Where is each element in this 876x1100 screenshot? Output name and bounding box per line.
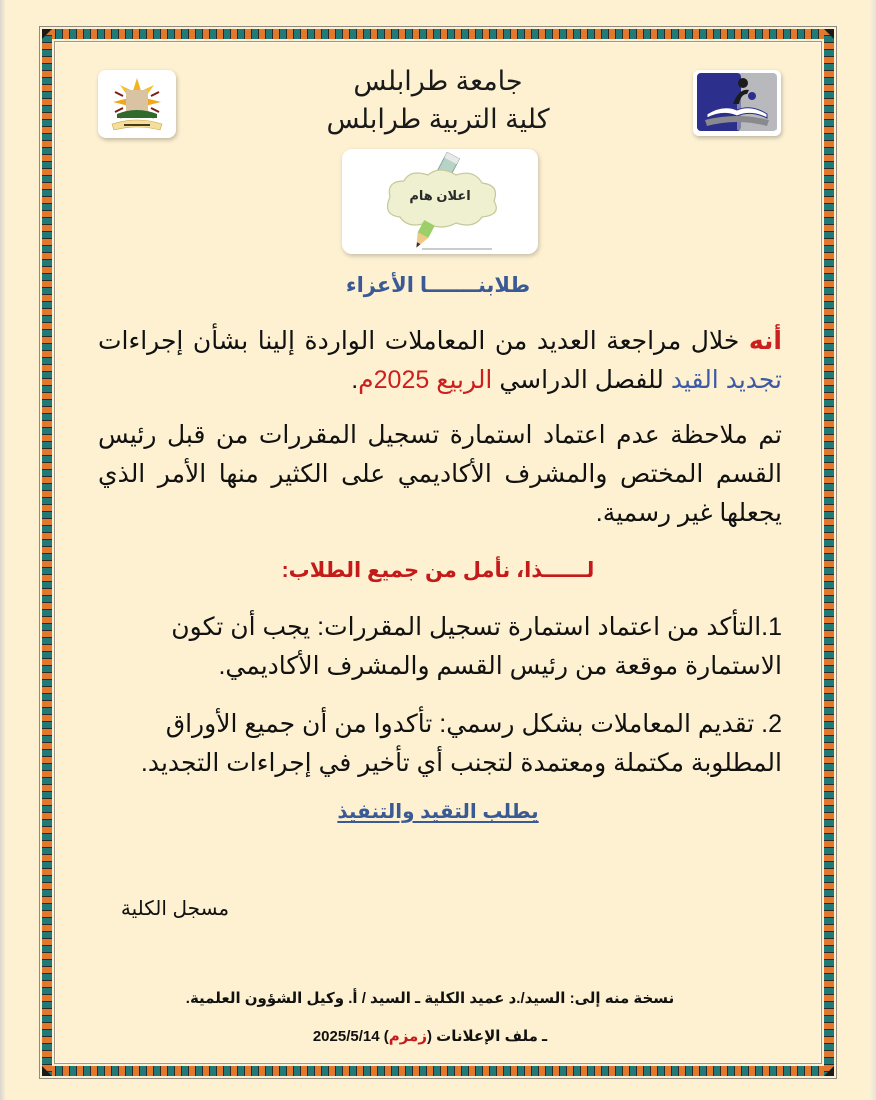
faculty-name: كلية التربية طرابلس: [326, 104, 550, 134]
copy-to-line: نسخة منه إلى: السيد/.د عميد الكلية ـ السيد / أ. وكيل الشؤون العلمية.: [185, 990, 675, 1007]
faculty-logo: [693, 70, 781, 136]
border-right: [824, 29, 834, 1076]
file-reference-line: [180, 1027, 680, 1045]
border-left: [42, 29, 52, 1076]
page-right-edge: [870, 0, 876, 1100]
intro-lead: أنه: [748, 327, 782, 355]
intro-highlight-renewal: تجديد القيد: [670, 366, 782, 394]
university-name: جامعة طرابلس: [353, 66, 523, 96]
intro-text-b: للفصل الدراسي: [492, 366, 671, 394]
list-item: 1.التأكد من اعتماد استمارة تسجيل المقررات: يجب أن تكون الاستمارة موقعة من رئيس القسم والمشرف الأكاديمي.: [171, 613, 782, 680]
closing-line: يطلب التقيد والتنفيذ: [337, 801, 539, 823]
paragraph-observation: تم ملاحظة عدم اعتماد استمارة تسجيل المقررات من قبل رئيس القسم المختص والمشرف الأكاديمي على الكثير منها الأمر الذي يجعلها غير رسمية.: [98, 421, 782, 527]
file-prefix: ـ ملف الإعلانات (: [426, 1028, 548, 1045]
border-bottom: [42, 1066, 834, 1076]
intro-text-a: خلال مراجعة العديد من المعاملات الواردة إلينا بشأن إجراءات: [98, 327, 749, 355]
greeting-heading: طلابنـــــــا الأعزاء: [345, 274, 531, 297]
list-item: 2. تقديم المعاملات بشكل رسمي: تأكدوا من أن جميع الأوراق المطلوبة مكتملة ومعتمدة لتجنب أي تأخير في إجراءات التجديد.: [140, 710, 782, 777]
file-code: زمزم: [388, 1028, 427, 1045]
paragraph-intro: [98, 322, 782, 400]
border-top: [42, 29, 834, 39]
intro-text-c: .: [351, 366, 359, 394]
file-date: ) 2025/5/14: [312, 1028, 389, 1045]
page-left-edge: [0, 0, 6, 1100]
intro-highlight-semester: الربيع 2025م: [358, 366, 493, 394]
request-subheading: لــــــذا، نأمل من جميع الطلاب:: [281, 559, 595, 582]
signer-title: مسجل الكلية: [120, 898, 230, 920]
faculty-emblem-icon: [693, 70, 781, 136]
university-emblem-icon: [98, 70, 176, 138]
university-logo: [98, 70, 176, 138]
announcement-label: اعلان هام: [409, 188, 471, 203]
